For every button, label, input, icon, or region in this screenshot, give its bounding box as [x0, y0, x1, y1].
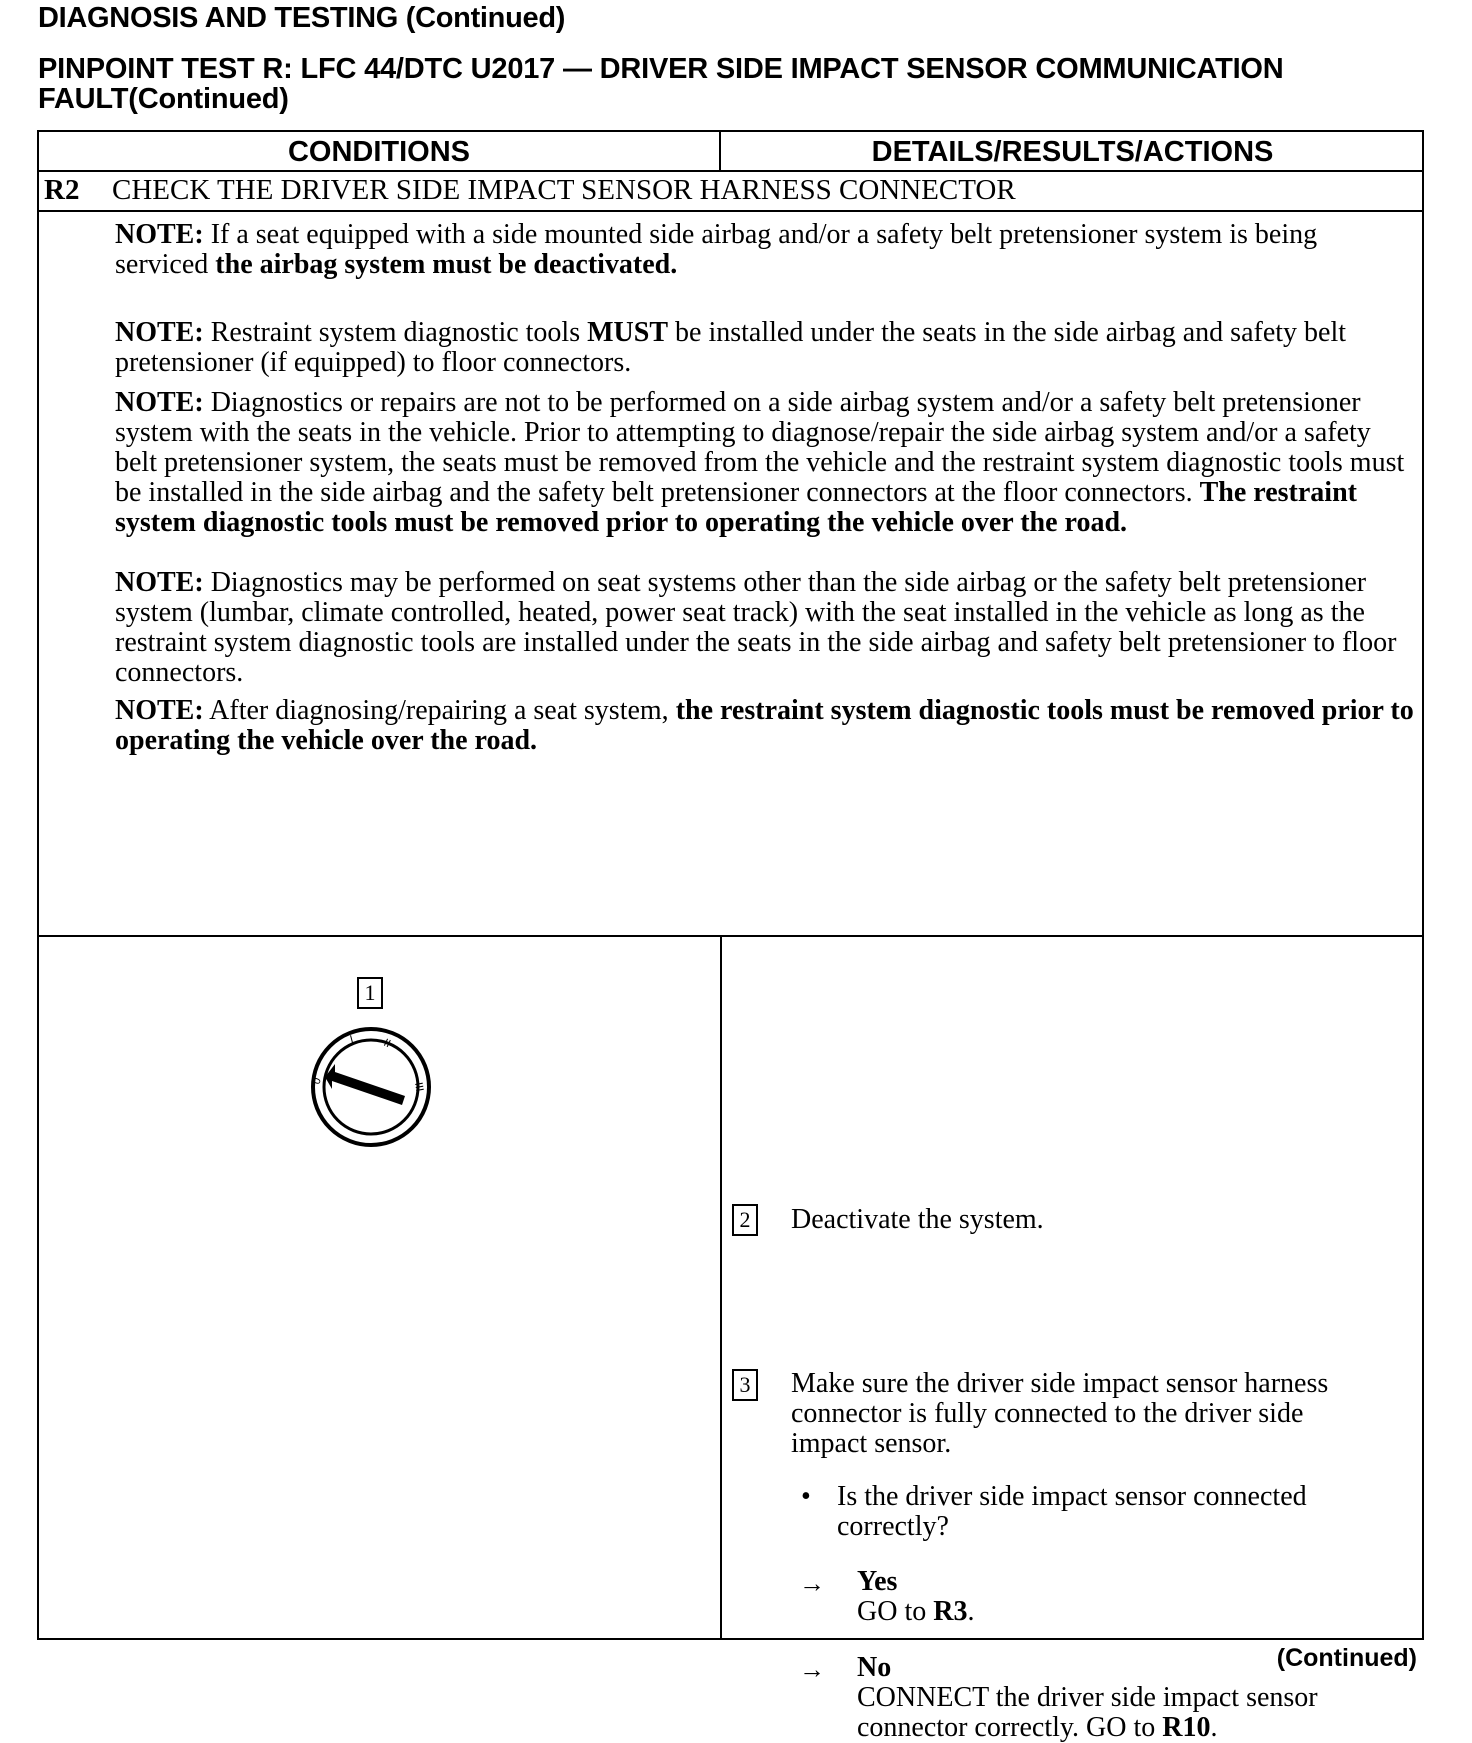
action-check-connector: Make sure the driver side impact sensor harness connector is fully connected to the driver side impact sensor. — [791, 1368, 1329, 1459]
continued-label: (Continued) — [1276, 1644, 1417, 1672]
result-ref: R10 — [1162, 1712, 1211, 1743]
note-text: After diagnosing/repairing a seat system, — [203, 695, 676, 726]
result-answer: Yes — [857, 1566, 898, 1597]
arrow-right-icon: → — [799, 1655, 825, 1684]
ignition-mark-0: 0 — [310, 1076, 324, 1087]
ignition-mark-2: II — [381, 1036, 393, 1051]
note-emphasis: MUST — [587, 317, 669, 348]
note-label: NOTE: — [115, 387, 204, 418]
note-1 — [115, 220, 1415, 280]
callout-1: 1 — [357, 977, 383, 1009]
notes-block — [39, 212, 1422, 937]
result-end: . — [967, 1596, 975, 1627]
note-label: NOTE: — [115, 219, 204, 250]
ignition-switch-icon — [301, 1017, 441, 1157]
pinpoint-test-title: PINPOINT TEST R: LFC 44/DTC U2017 — DRIVER SIDE IMPACT SENSOR COMMUNICATION FAULT(Continued) — [38, 53, 1284, 115]
note-text: be installed under the seats in the side airbag and safety belt pretensioner (if equipped) to floor connectors. — [115, 317, 1347, 378]
note-5 — [115, 696, 1415, 756]
note-3 — [115, 388, 1415, 538]
note-label: NOTE: — [115, 567, 204, 598]
note-label: NOTE: — [115, 317, 204, 348]
column-header-details: DETAILS/RESULTS/ACTIONS — [721, 132, 1424, 172]
column-header-conditions: CONDITIONS — [39, 132, 721, 172]
step-title: CHECK THE DRIVER SIDE IMPACT SENSOR HARNESS CONNECTOR — [112, 174, 1016, 206]
action-deactivate: Deactivate the system. — [791, 1204, 1044, 1235]
ignition-mark-3: III — [412, 1081, 426, 1093]
note-text: If a seat equipped with a side mounted side airbag and/or a safety belt pretensioner system is being serviced — [115, 219, 1318, 280]
result-yes — [857, 1567, 1377, 1627]
column-divider — [720, 937, 722, 1638]
note-text: Restraint system diagnostic tools — [203, 317, 588, 348]
result-text: CONNECT the driver side impact sensor connector correctly. GO to — [857, 1682, 1318, 1743]
note-2 — [115, 318, 1415, 378]
note-4 — [115, 568, 1415, 688]
note-emphasis: the restraint system diagnostic tools must be removed prior to operating the vehicle over the road. — [115, 695, 1414, 756]
note-emphasis: the airbag system must be deactivated. — [215, 249, 678, 280]
note-emphasis: The restraint system diagnostic tools must be removed prior to operating the vehicle over the road. — [115, 477, 1357, 538]
callout-2: 2 — [732, 1204, 758, 1236]
note-text: Diagnostics or repairs are not to be performed on a side airbag system and/or a safety belt pretensioner system with the seats in the vehicle. Prior to attempting to diagnose/repair the side airbag system and/or a safety belt pretensioner system, the seats must be removed from the vehicle and the restraint system diagnostic tools must be installed in the side airbag and the safety belt pretensioner connectors at the floor connectors. — [115, 387, 1405, 508]
bullet-dot: • — [801, 1481, 811, 1512]
note-label: NOTE: — [115, 695, 204, 726]
note-text: Diagnostics may be performed on seat systems other than the side airbag or the safety belt pretensioner system (lumbar, climate controlled, heated, power seat track) with the seat installed in the vehicle as long as the restraint system diagnostic tools are installed under the seats in the side airbag and safety belt pretensioner to floor connectors. — [115, 567, 1397, 688]
step-id: R2 — [44, 174, 80, 206]
result-ref: R3 — [933, 1596, 968, 1627]
arrow-right-icon: → — [799, 1569, 825, 1598]
question: Is the driver side impact sensor connected correctly? — [837, 1481, 1307, 1542]
result-answer: No — [857, 1652, 892, 1683]
step-row — [39, 172, 1422, 212]
callout-3: 3 — [732, 1369, 758, 1401]
ignition-mark-1: I — [348, 1033, 355, 1046]
result-text: GO to — [857, 1596, 934, 1627]
result-end: . — [1210, 1712, 1218, 1743]
section-title: DIAGNOSIS AND TESTING (Continued) — [38, 2, 566, 34]
